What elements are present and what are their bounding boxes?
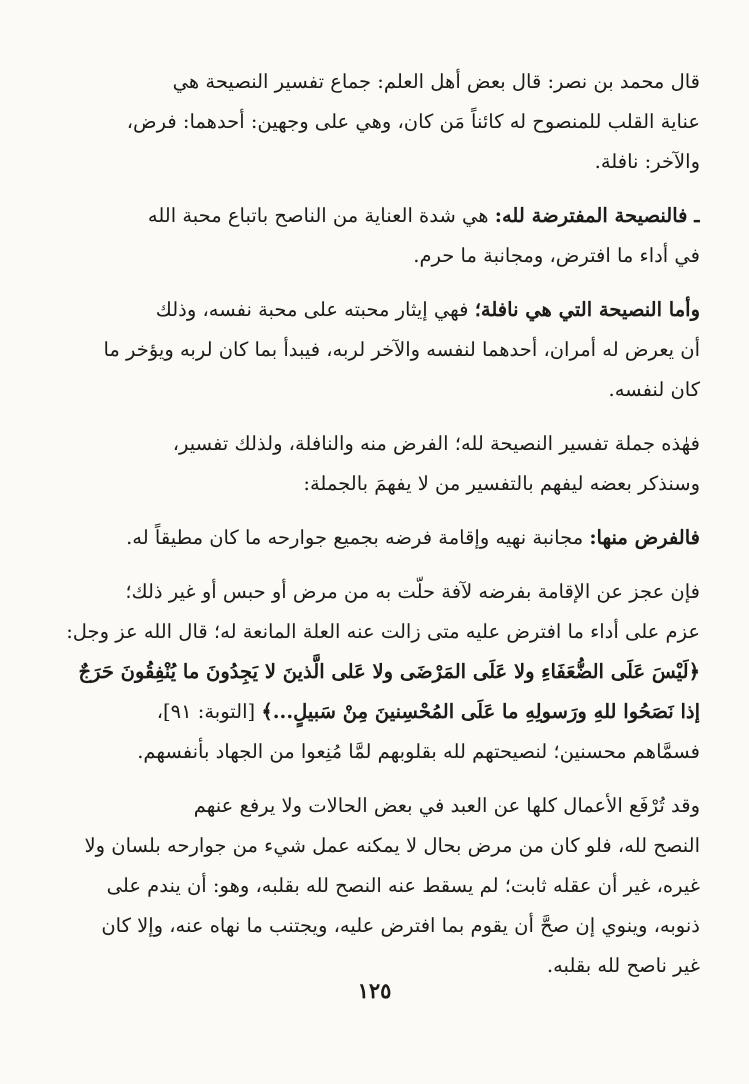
text-line [60, 290, 700, 330]
text-line: عناية القلب للمنصوح له كائناً مَن كان، وهي على وجهين: أحدهما: فرض، [126, 110, 700, 133]
text-line: فسمَّاهم محسنين؛ لنصيحتهم لله بقلوبهم لمَّا مُنِعوا من الجهاد بأنفسهم. [137, 740, 700, 763]
page-number: ١٢٥ [357, 978, 392, 1003]
text-line: عزم على أداء ما افترض عليه متى زالت عنه العلة المانعة له؛ قال الله عز وجل: [66, 620, 700, 643]
paragraph-obligation [60, 518, 700, 558]
text-line: غير ناصح لله بقلبه. [546, 954, 700, 977]
quran-verse-line: ﴿لَيْسَ عَلَى الضُّعَفَاءِ ولا عَلَى المَرْضَى ولا عَلى الَّذينَ لا يَجِدُونَ ما يُنْفِقُونَ حَرَجٌ [78, 660, 700, 683]
page-body [60, 62, 700, 1000]
verse-reference: [التوبة: ٩١]، [156, 700, 262, 723]
paragraph-summary [60, 424, 700, 504]
text-line: غيره، غير أن عقله ثابت؛ لم يسقط عنه النصح لله بقلبه، وهو: أن يندم على [106, 874, 700, 897]
line-text: مجانبة نهيه وإقامة فرضه بجميع جوارحه ما كان مطيقاً له. [126, 526, 590, 549]
text-line: وقد تُرْفَع الأعمال كلها عن العبد في بعض الحالات ولا يرفع عنهم [193, 794, 700, 817]
paragraph-voluntary-advice [60, 290, 700, 410]
text-line: فإن عجز عن الإقامة بفرضه لآفة حلّت به من مرض أو حبس أو غير ذلك؛ [125, 580, 700, 603]
text-line: كان لنفسه. [608, 378, 700, 401]
paragraph-obligatory-advice [60, 196, 700, 276]
paragraph-definition [60, 62, 700, 182]
line-text: فهي إيثار محبته على محبة نفسه، وذلك [155, 298, 475, 321]
bold-heading: وأما النصيحة التي هي نافلة؛ [474, 298, 700, 321]
text-line: وسنذكر بعضه ليفهم بالتفسير من لا يفهمَ بالجملة: [303, 472, 700, 495]
paragraph-quran-citation [60, 572, 700, 772]
text-line: فهٰذه جملة تفسير النصيحة لله؛ الفرض منه والنافلة، ولذلك تفسير، [172, 432, 700, 455]
text-line: في أداء ما افترض، ومجانبة ما حرم. [413, 244, 700, 267]
text-line: ذنوبه، وينوي إن صحَّ أن يقوم بما افترض عليه، ويجتنب ما نهاه عنه، وإلا كان [101, 914, 700, 937]
line-text: هي شدة العناية من الناصح باتباع محبة الله [147, 204, 495, 227]
bold-heading: ـ فالنصيحة المفترضة لله: [494, 204, 700, 227]
text-line [60, 692, 700, 732]
text-line: النصح لله، فلو كان من مرض بحال لا يمكنه عمل شيء من جوارحه بلسان ولا [84, 834, 700, 857]
text-line: أن يعرض له أمران، أحدهما لنفسه والآخر لربه، فيبدأ بما كان لربه ويؤخر ما [103, 338, 700, 361]
text-line [60, 518, 700, 558]
text-line: والآخر: نافلة. [594, 150, 700, 173]
text-line [60, 196, 700, 236]
quran-verse: إذا نَصَحُوا للهِ ورَسولِهِ ما عَلَى المُحْسِنينَ مِنْ سَبيلٍ...﴾ [261, 700, 700, 723]
paragraph-deeds [60, 786, 700, 986]
text-line: قال محمد بن نصر: قال بعض أهل العلم: جماع تفسير النصيحة هي [172, 70, 700, 93]
bold-heading: فالفرض منها: [589, 526, 700, 549]
